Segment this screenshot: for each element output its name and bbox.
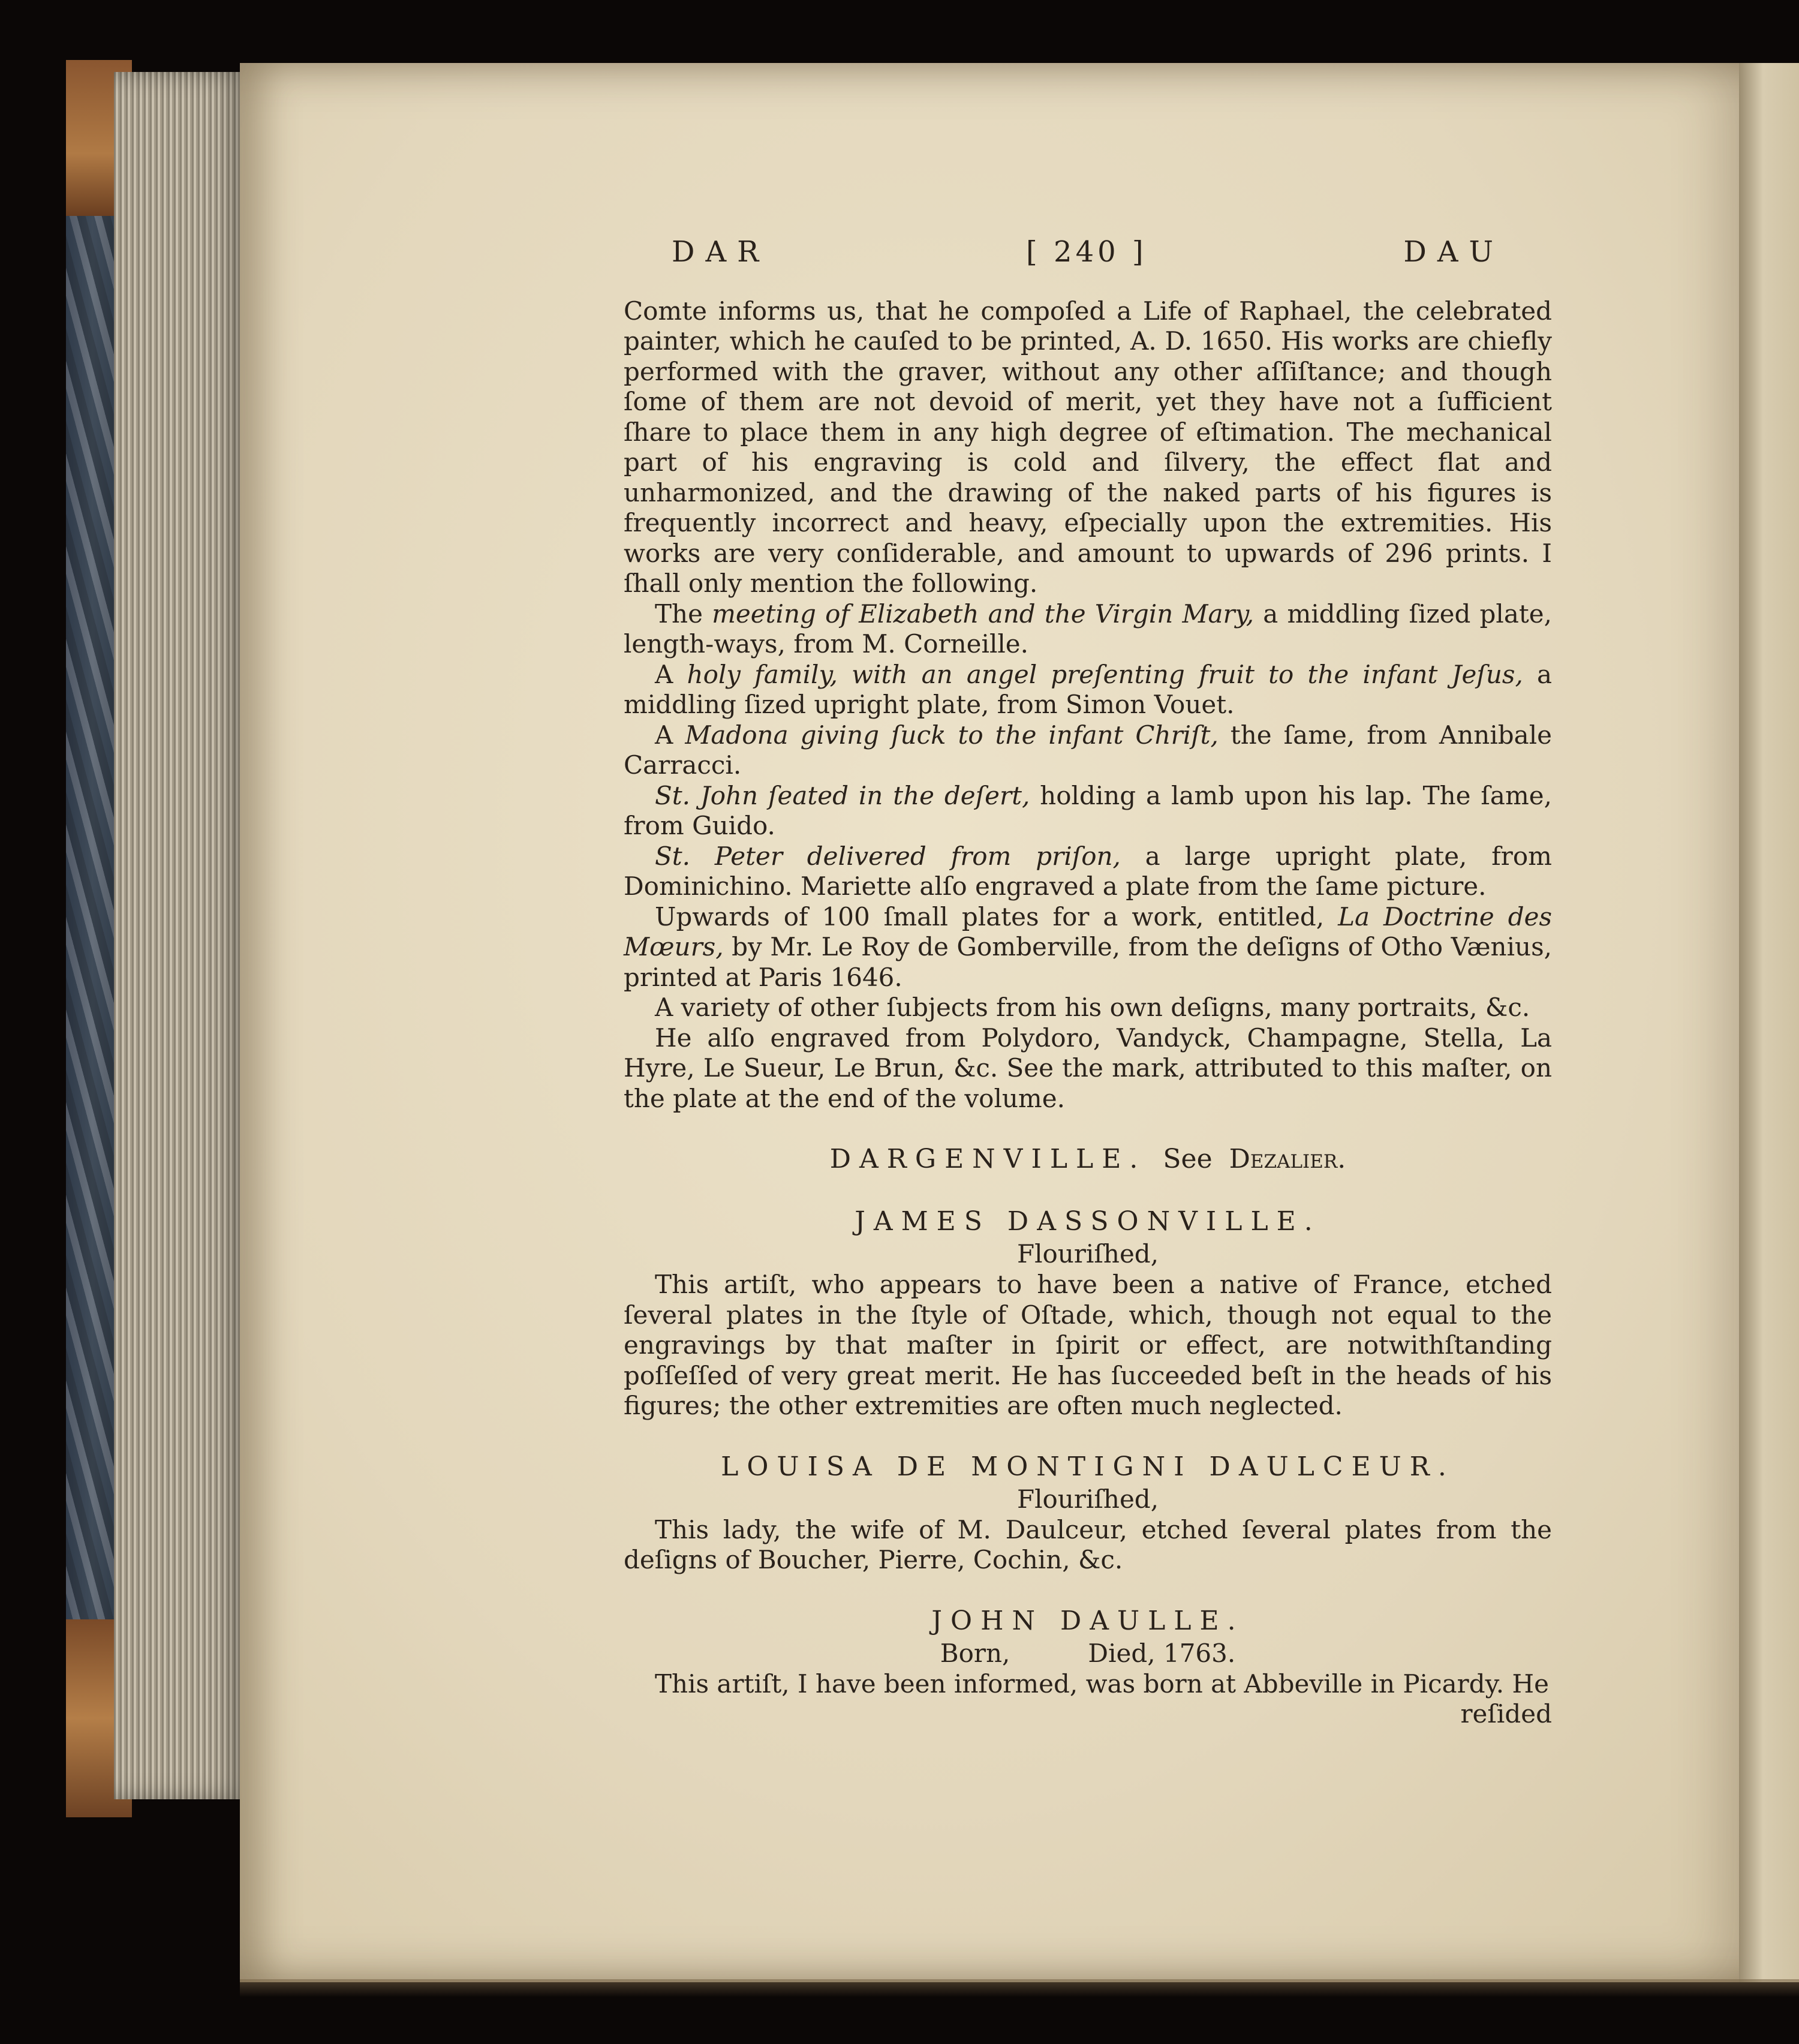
work-entry: The meeting of Elizabeth and the Virgin Mary, a middling ſized plate, length-ways, from M. Corneille. xyxy=(624,599,1552,659)
running-head-left: DAR xyxy=(672,235,770,269)
entry-heading-dargenville: DARGENVILLE. See Dezalier. xyxy=(829,1144,1346,1174)
daulceur-paragraph: This lady, the wife of M. Daulceur, etched ſeveral plates from the deſigns of Boucher, Pierre, Cochin, &c. xyxy=(624,1514,1552,1574)
entry-heading-dassonville: JAMES DASSONVILLE. xyxy=(855,1206,1321,1237)
work-entry: A Madona giving ſuck to the infant Chriſt, the ſame, from Annibale Carracci. xyxy=(624,720,1552,780)
flourished-label: Flouriſhed, xyxy=(1016,1239,1159,1269)
work-entry: Upwards of 100 ſmall plates for a work, entitled, La Doctrine des Mœurs, by Mr. Le Roy de Gomberville, from the deſigns of Otho Vænius, printed at Paris 1646. xyxy=(624,901,1553,992)
running-head xyxy=(624,237,1552,267)
flourished-label: Flouriſhed, xyxy=(1016,1484,1159,1514)
page-shadow xyxy=(240,1979,1799,1997)
entry-heading-daulceur: LOUISA DE MONTIGNI DAULCEUR. xyxy=(721,1451,1455,1482)
dassonville-paragraph: This artiſt, who appears to have been a native of France, etched ſeveral plates in the ſtyle of Oſtade, which, though not equal to the engravings by that maſter in ſpirit or effect, are notwithſtanding poſſeſſed of very great merit. He has ſucceeded beſt in the heads of his figures; the other extremities are often much neglected. xyxy=(624,1270,1552,1420)
entry-heading-daulle: JOHN DAULLE. xyxy=(931,1605,1244,1636)
catchword: reſided xyxy=(1460,1699,1552,1729)
page-edges xyxy=(114,72,252,1799)
work-entry: A holy family, with an angel preſenting fruit to the infant Jeſus, a middling ſized upright plate, from Simon Vouet. xyxy=(624,659,1553,719)
also-engraved-paragraph: He alſo engraved from Polydoro, Vandyck, Champagne, Stella, La Hyre, Le Sueur, Le Brun, &c. See the mark, attributed to this maſter, on the plate at the end of the volume. xyxy=(624,1023,1552,1113)
born-label: Born, xyxy=(940,1638,1010,1668)
other-subjects-paragraph: A variety of other ſubjects from his own deſigns, many portraits, &c. xyxy=(655,993,1530,1022)
daulle-paragraph: This artiſt, I have been informed, was born at Abbeville in Picardy. He xyxy=(655,1669,1549,1699)
facing-page-edge xyxy=(1739,63,1799,1982)
work-entry: St. Peter delivered from priſon, a large upright plate, from Dominichino. Mariette alſo engraved a plate from the ſame picture. xyxy=(624,841,1552,901)
page-number: [ 240 ] xyxy=(1026,235,1147,269)
work-entry: St. John ſeated in the deſert, holding a lamb upon his lap. The ſame, from Guido. xyxy=(624,780,1553,840)
born-died-line xyxy=(624,1638,1552,1669)
intro-paragraph: Comte informs us, that he compoſed a Life of Raphael, the celebrated painter, which he cauſed to be printed, A. D. 1650. His works are chiefly performed with the graver, without any other aſſiſtance; and though ſome of them are not devoid of merit, yet they have not a ſufficient ſhare to place them in any high degree of eſtimation. The mechanical part of his engraving is cold and ſilvery, the effect flat and unharmonized, and the drawing of the naked parts of his figures is frequently incorrect and heavy, eſpecially upon the extremities. His works are very conſiderable, and amount to upwards of 296 prints. I ſhall only mention the following. xyxy=(624,296,1552,598)
died-label: Died, 1763. xyxy=(1088,1638,1236,1668)
text-block xyxy=(624,237,1552,1730)
running-head-right: DAU xyxy=(1403,235,1504,269)
